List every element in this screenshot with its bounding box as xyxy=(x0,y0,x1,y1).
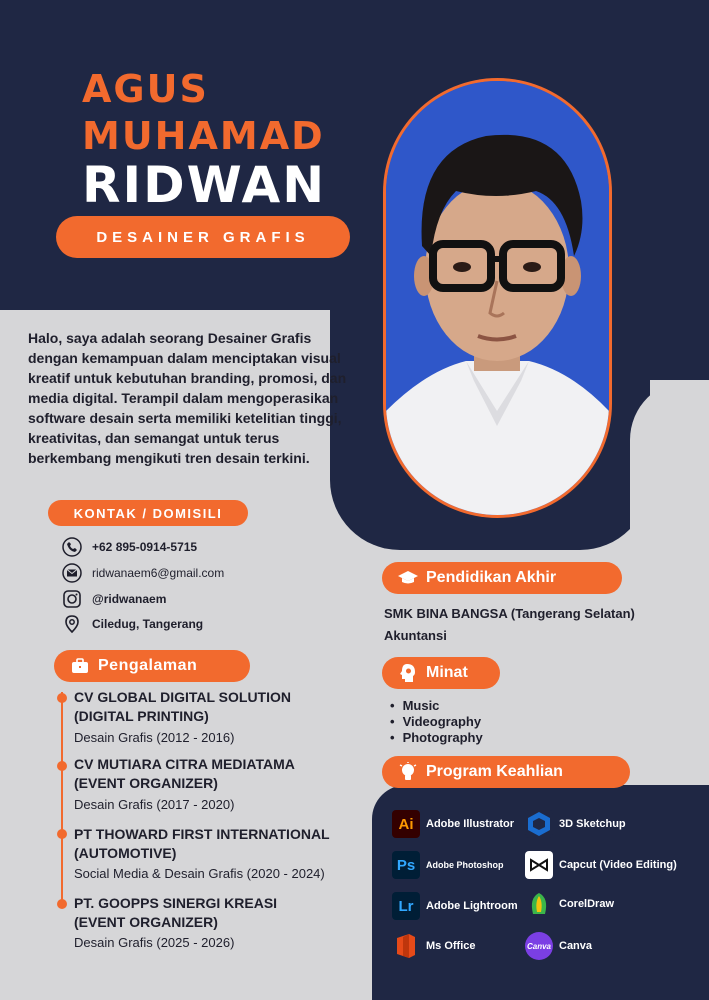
software-item: Ms Office xyxy=(392,932,476,960)
portrait-illustration xyxy=(386,81,609,515)
software-item: Capcut (Video Editing) xyxy=(525,851,677,879)
timeline-dot xyxy=(57,761,67,771)
experience-item-company: CV MUTIARA CITRA MEDIATAMA (EVENT ORGANIZER) xyxy=(74,756,295,791)
graduation-cap-icon xyxy=(398,568,418,588)
sketchup-icon xyxy=(525,810,553,838)
illustrator-icon: Ai xyxy=(392,810,420,838)
experience-item-company: PT THOWARD FIRST INTERNATIONAL (AUTOMOTIVE) xyxy=(74,826,330,861)
software-item: 3D Sketchup xyxy=(525,810,626,838)
experience-timeline xyxy=(61,692,63,907)
phone-icon xyxy=(62,537,82,557)
capcut-icon xyxy=(525,851,553,879)
ms-office-icon xyxy=(392,932,420,960)
software-item: Ai Adobe Illustrator xyxy=(392,810,514,838)
contact-instagram: @ridwanaem xyxy=(62,589,166,609)
software-item: Canva Canva xyxy=(525,932,592,960)
name-first: AGUS xyxy=(82,67,209,111)
timeline-dot xyxy=(57,693,67,703)
education-section-title: Pendidikan Akhir xyxy=(382,562,622,594)
corner-shape xyxy=(630,380,709,530)
interests-section-title: Minat xyxy=(382,657,500,689)
software-item: Lr Adobe Lightroom xyxy=(392,892,518,920)
contact-email: ridwanaem6@gmail.com xyxy=(62,563,224,583)
lightroom-icon: Lr xyxy=(392,892,420,920)
profile-photo-frame xyxy=(383,78,612,518)
role-badge: DESAINER GRAFIS xyxy=(56,216,350,258)
instagram-icon xyxy=(62,589,82,609)
lightbulb-icon xyxy=(398,762,418,782)
intro-paragraph: Halo, saya adalah seorang Desainer Grafis dengan kemampuan dalam menciptakan visual kreatif untuk kebutuhan branding, promosi, dan media digital. Terampil dalam mengoperasikan software desain serta memiliki ketelitian tinggi, kreativitas, dan semangat untuk terus berkembang mengikuti tren desain terkini. xyxy=(28,330,347,466)
location-pin-icon xyxy=(62,614,82,634)
name-middle: MUHAMAD xyxy=(82,114,325,158)
experience-item-role: Social Media & Desain Grafis (2020 - 2024) xyxy=(74,866,325,881)
experience-item-company: PT. GOOPPS SINERGI KREASI (EVENT ORGANIZER) xyxy=(74,895,278,930)
interest-item: • Photography xyxy=(390,730,483,745)
software-item: Ps Adobe Photoshop xyxy=(392,851,504,879)
contact-section-title: KONTAK / DOMISILI xyxy=(48,500,248,526)
profile-photo xyxy=(386,81,609,515)
email-icon xyxy=(62,563,82,583)
name-last: RIDWAN xyxy=(82,156,327,214)
software-item: CorelDraw xyxy=(525,890,614,918)
contact-location: Ciledug, Tangerang xyxy=(62,614,203,634)
coreldraw-icon xyxy=(525,890,553,918)
timeline-dot xyxy=(57,829,67,839)
canva-icon: Canva xyxy=(525,932,553,960)
experience-item-role: Desain Grafis (2025 - 2026) xyxy=(74,935,235,950)
experience-item-role: Desain Grafis (2012 - 2016) xyxy=(74,730,235,745)
photoshop-icon: Ps xyxy=(392,851,420,879)
education-major: Akuntansi xyxy=(384,628,447,643)
education-school: SMK BINA BANGSA (Tangerang Selatan) xyxy=(384,606,635,621)
head-brain-icon xyxy=(398,663,418,683)
experience-section-title: Pengalaman xyxy=(54,650,250,682)
software-section-title: Program Keahlian xyxy=(382,756,630,788)
contact-phone: +62 895-0914-5715 xyxy=(62,537,197,557)
timeline-dot xyxy=(57,899,67,909)
interest-item: • Music xyxy=(390,698,439,713)
interest-item: • Videography xyxy=(390,714,481,729)
briefcase-icon xyxy=(70,656,90,676)
experience-item-role: Desain Grafis (2017 - 2020) xyxy=(74,797,235,812)
experience-item-company: CV GLOBAL DIGITAL SOLUTION (DIGITAL PRINTING) xyxy=(74,689,291,724)
